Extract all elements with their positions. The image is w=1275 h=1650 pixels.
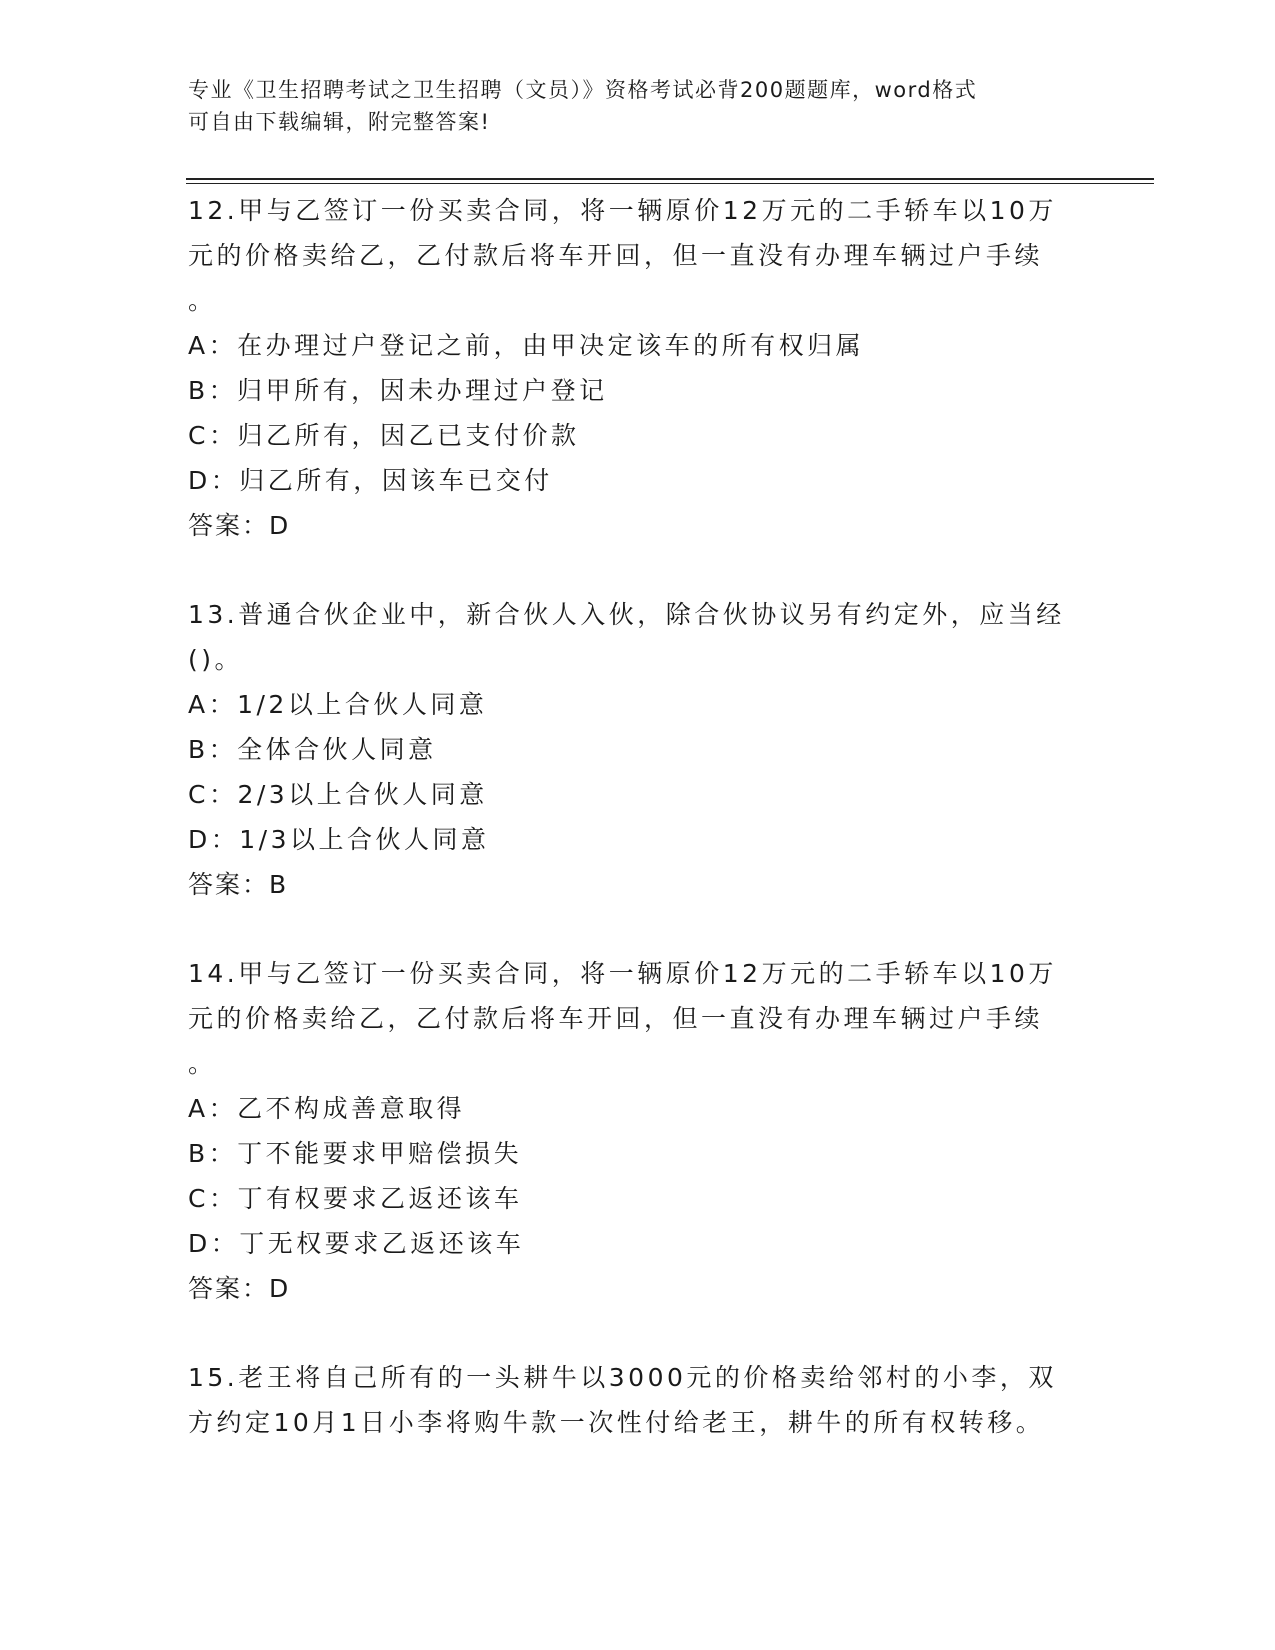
option-a: A：1/2以上合伙人同意 <box>188 690 488 719</box>
header-line-2: 可自由下载编辑，附完整答案! <box>188 110 491 134</box>
option-b: B：归甲所有，因未办理过户登记 <box>188 376 608 405</box>
question-stem-line: 13.普通合伙企业中，新合伙人入伙，除合伙协议另有约定外，应当经 <box>188 600 1065 629</box>
option-a: A：乙不构成善意取得 <box>188 1094 466 1123</box>
header-divider-thin <box>186 183 1154 184</box>
question-14 <box>188 951 1088 1311</box>
question-stem-line: ()。 <box>188 645 244 674</box>
question-stem-line: 。 <box>188 286 217 315</box>
question-stem-line: 元的价格卖给乙，乙付款后将车开回，但一直没有办理车辆过户手续 <box>188 1004 1044 1033</box>
question-stem-line: 。 <box>188 1049 217 1078</box>
answer-line: 答案：B <box>188 870 289 899</box>
question-stem-line: 14.甲与乙签订一份买卖合同，将一辆原价12万元的二手轿车以10万 <box>188 959 1057 988</box>
option-d: D：归乙所有，因该车已交付 <box>188 466 553 495</box>
option-b: B：丁不能要求甲赔偿损失 <box>188 1139 523 1168</box>
question-15 <box>188 1355 1088 1445</box>
option-c: C：2/3以上合伙人同意 <box>188 780 488 809</box>
answer-line: 答案：D <box>188 511 291 540</box>
question-stem-line: 元的价格卖给乙，乙付款后将车开回，但一直没有办理车辆过户手续 <box>188 241 1044 270</box>
option-c: C：丁有权要求乙返还该车 <box>188 1184 523 1213</box>
question-12 <box>188 188 1088 548</box>
question-stem-line: 方约定10月1日小李将购牛款一次性付给老王，耕牛的所有权转移。 <box>188 1408 1045 1437</box>
question-stem-line: 12.甲与乙签订一份买卖合同，将一辆原价12万元的二手轿车以10万 <box>188 196 1057 225</box>
option-b: B：全体合伙人同意 <box>188 735 437 764</box>
option-d: D：丁无权要求乙返还该车 <box>188 1229 525 1258</box>
option-a: A：在办理过户登记之前，由甲决定该车的所有权归属 <box>188 331 865 360</box>
header-line-1: 专业《卫生招聘考试之卫生招聘（文员）》资格考试必背200题题库，word格式 <box>188 78 978 102</box>
question-13 <box>188 592 1088 907</box>
option-c: C：归乙所有，因乙已支付价款 <box>188 421 580 450</box>
option-d: D：1/3以上合伙人同意 <box>188 825 490 854</box>
answer-line: 答案：D <box>188 1274 291 1303</box>
question-list <box>188 188 1088 1489</box>
header-divider-thick <box>186 178 1154 180</box>
document-header <box>188 74 1088 138</box>
question-stem-line: 15.老王将自己所有的一头耕牛以3000元的价格卖给邻村的小李，双 <box>188 1363 1057 1392</box>
